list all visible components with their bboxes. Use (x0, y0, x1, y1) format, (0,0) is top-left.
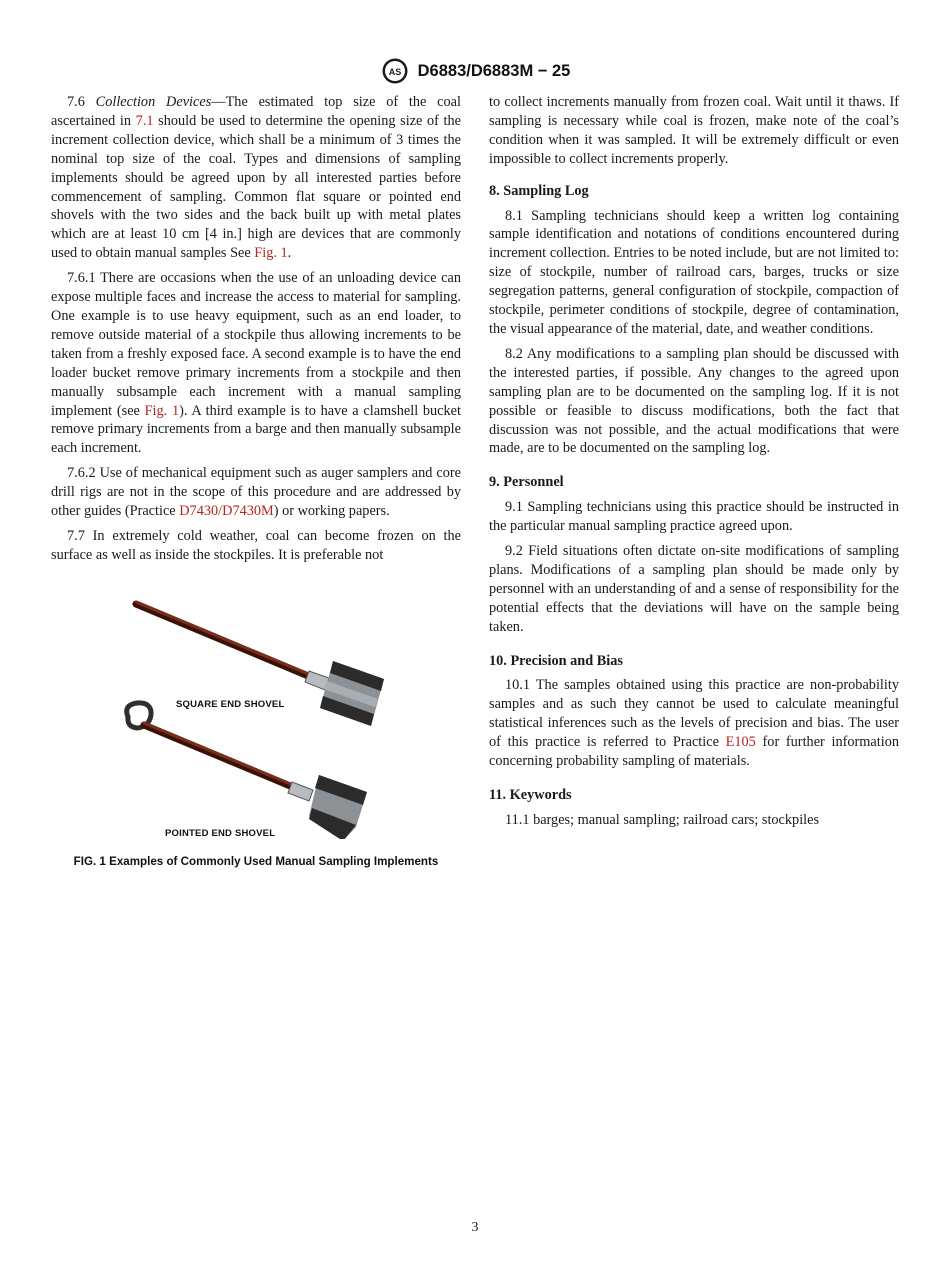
paragraph-7-6-2: 7.6.2 Use of mechanical equipment such as auger samplers and core drill rigs are not in the scope of this procedure and are addressed by other guides (Practice D7430/D7430M) or working papers. (51, 465, 461, 520)
heading-personnel: 9. Personnel (489, 474, 564, 491)
paragraph-8-2: 8.2 Any modifications to a sampling plan should be discussed with the interested parties, if possible. Any changes to the agreed upon sampling plan are to be documented on the sampling log. If it is not possible or feasible to discuss modifications, both the fact that discussion was not possible, and the actual modifications that were made, are to be documented on the sampling log. (489, 345, 899, 457)
paragraph-9-2: 9.2 Field situations often dictate on-site modifications of sampling plans. Modifications of a sampling plan should be made only by personnel with an understanding of and a sense of responsibility for the potential effects that the deviations will have on the sample being taken. (489, 543, 899, 635)
link-d7430[interactable]: D7430/D7430M (179, 503, 274, 520)
figure-1 (51, 579, 461, 879)
heading-precision-and-bias: 10. Precision and Bias (489, 652, 623, 669)
section-title-collection-devices: Collection Devices (95, 94, 212, 110)
link-7-1[interactable]: 7.1 (135, 112, 154, 129)
paragraph-9-1: 9.1 Sampling technicians using this practice should be instructed in the particular manual sampling practice agreed upon. (489, 499, 899, 535)
paragraph-8-1: 8.1 Sampling technicians should keep a written log containing sample identification and notations of conditions encountered during increment collection. Entries to be noted include, but are not limited to: size of stockpile, number of railroad cars, barges, trucks or size segregation patterns, general configuration of stockpile, compaction of stockpile, perimeter conditions of stockpile, degree of contamination, the visual appearance of the material, date, and weather conditions. (489, 207, 899, 337)
link-fig-1[interactable]: Fig. 1 (144, 402, 180, 419)
link-e105[interactable]: E105 (725, 734, 756, 751)
paragraph-7-6: 7.6 Collection Devices—The estimated top size of the coal ascertained in 7.1 should be used to determine the opening size of the increment collection device, which shall be a minimum of 3 times the nominal top size of the coal. Types and dimensions of sampling implements should be agreed upon by all interested parties before commencement of sampling. Common flat square or pointed end shovels with the two sides and the back built up with metal plates which are at least 10 cm [4 in.] high are devices that are commonly used to obtain manual samples See Fig. 1. (51, 94, 461, 262)
pointed-end-shovel-image (127, 703, 367, 839)
paragraph-7-7-continued: to collect increments manually from frozen coal. Wait until it thaws. If sampling is necessary while coal is frozen, make note of the coal’s condition when it was sampled. It will be extremely difficult or even impossible to collect increments properly. (489, 94, 899, 167)
figure-caption: FIG. 1 Examples of Commonly Used Manual Sampling Implements (73, 854, 439, 868)
square-end-shovel-label: SQUARE END SHOVEL (176, 698, 285, 710)
paragraph-10-1: 10.1 The samples obtained using this practice are non-probability samples and as such they cannot be used to calculate meaningful statistical inferences such as the levels of precision and bias. The user of this practice is referred to Practice E105 for further information concerning probability sampling of materials. (489, 677, 899, 770)
pointed-end-shovel-label: POINTED END SHOVEL (165, 827, 276, 839)
paragraph-7-7: 7.7 In extremely cold weather, coal can become frozen on the surface as well as inside the stockpiles. It is preferable not (51, 527, 461, 563)
svg-text:AS: AS (388, 67, 401, 77)
heading-keywords: 11. Keywords (489, 787, 572, 803)
paragraph-7-6-1: 7.6.1 There are occasions when the use of an unloading device can expose multiple faces and increase the access to material for sampling. One example is to use heavy equipment, such as an end loader, to remove outside material of a stockpile thus allowing increments to be taken from a freshly exposed face. A second example is to have the end loader bucket remove primary increments from a stockpile and then manually subsample each increment with a manual sampling implement (see Fig. 1). A third example is to have a clamshell bucket remove primary increments from a barge and then manually subsample each increment. (51, 270, 461, 457)
astm-logo-icon (380, 57, 410, 85)
document-designation: D6883/D6883M − 25 (417, 61, 571, 80)
page-number: 3 (471, 1220, 479, 1235)
link-fig-1[interactable]: Fig. 1 (254, 245, 288, 262)
left-column (51, 93, 461, 879)
heading-sampling-log: 8. Sampling Log (489, 182, 589, 199)
paragraph-11-1: 11.1 barges; manual sampling; railroad cars; stockpiles (505, 811, 820, 828)
right-column (489, 93, 899, 836)
page-header (0, 56, 950, 86)
